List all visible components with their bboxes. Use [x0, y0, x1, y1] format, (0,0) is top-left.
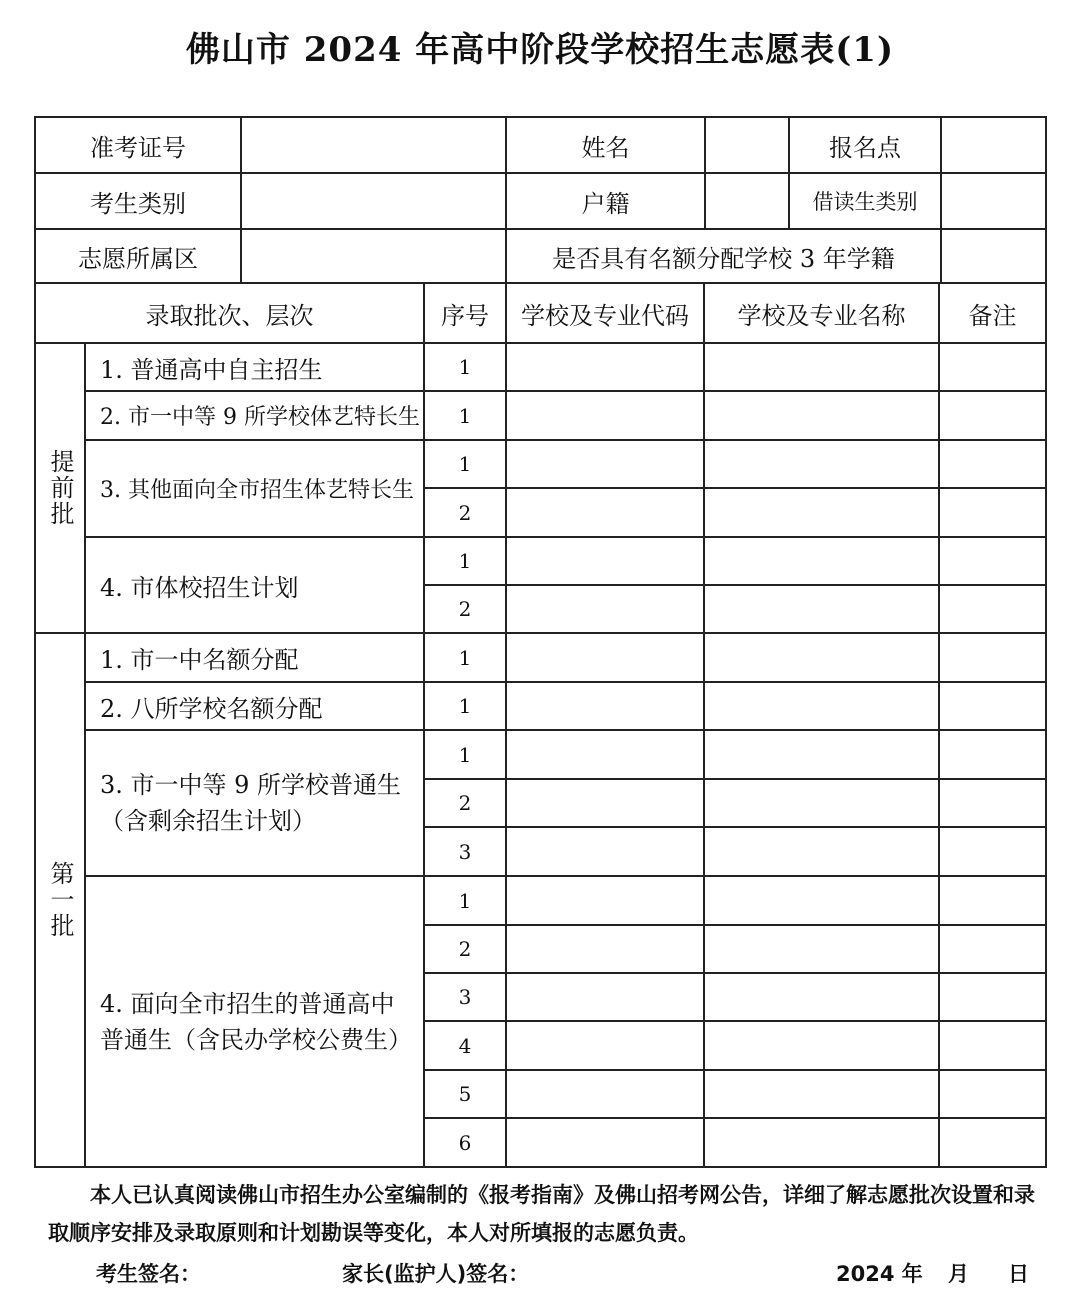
registration-point-field[interactable]: [942, 118, 1045, 172]
seq-number: 1: [458, 645, 472, 670]
batch-label-early-text: 提前批: [46, 449, 74, 527]
name-label: 姓名: [581, 133, 630, 162]
remark-column-header: 备注: [968, 301, 1017, 330]
district-field[interactable]: [242, 230, 505, 282]
seq-number: 6: [458, 1130, 472, 1155]
seq-number: 2: [458, 791, 472, 815]
item-first-1: 1. 市一中名额分配: [100, 646, 299, 674]
seq-number: 1: [458, 888, 472, 913]
seq-number: 1: [458, 452, 472, 476]
exam-number-label: 准考证号: [90, 133, 186, 162]
seq-number: 1: [458, 742, 472, 767]
household-label: 户籍: [581, 189, 630, 218]
quota-enrollment-field[interactable]: [942, 230, 1045, 282]
form-title: 佛山市 2024 年高中阶段学校招生志愿表(1): [185, 30, 895, 70]
item-early-3: 3. 其他面向全市招生体艺特长生: [100, 478, 414, 503]
seq-number: 1: [458, 403, 472, 428]
candidate-category-label: 考生类别: [90, 189, 186, 218]
seq-number: 1: [458, 355, 472, 379]
seq-number: 2: [458, 597, 472, 621]
exam-number-field[interactable]: [242, 118, 505, 172]
item-early-4: 4. 市体校招生计划: [100, 573, 299, 602]
student-signature-label: 考生签名：: [96, 1262, 201, 1286]
declaration-statement: 本人已认真阅读佛山市招生办公室编制的《报考指南》及佛山招考网公告，详细了解志愿批次设置和录取顺序安排及录取原则和计划勘误等变化，本人对所填报的志愿负责。: [48, 1183, 1035, 1245]
registration-point-label: 报名点: [829, 133, 901, 162]
code-column-header: 学校及专业代码: [521, 301, 689, 330]
seq-number: 2: [458, 937, 472, 961]
borrow-student-type-label: 借读生类别: [812, 190, 918, 214]
seq-number: 5: [458, 1082, 472, 1106]
seq-number: 3: [458, 839, 472, 864]
seq-number: 1: [458, 694, 472, 718]
seq-number: 4: [458, 1033, 472, 1058]
item-first-2: 2. 八所学校名额分配: [100, 694, 323, 723]
item-first-4: 4. 面向全市招生的普通高中普通生（含民办学校公费生）: [100, 989, 412, 1054]
item-first-3: 3. 市一中等 9 所学校普通生（含剩余招生计划）: [100, 771, 402, 835]
batch-label-first-text: 第一批: [46, 861, 74, 939]
item-early-1: 1. 普通高中自主招生: [100, 355, 323, 384]
school-name-column-header: 学校及专业名称: [737, 301, 906, 330]
seq-number: 1: [458, 549, 472, 573]
batch-column-header: 录取批次、层次: [145, 301, 314, 330]
parent-signature-label: 家长(监护人)签名：: [342, 1262, 530, 1286]
candidate-category-field[interactable]: [242, 174, 505, 228]
date-day: 日: [1008, 1262, 1029, 1286]
item-early-2: 2. 市一中等 9 所学校体艺特长生: [100, 405, 420, 430]
quota-enrollment-question: 是否具有名额分配学校 3 年学籍: [552, 244, 895, 273]
seq-column-header: 序号: [441, 301, 489, 330]
seq-number: 2: [458, 500, 472, 525]
batch-label-early: [36, 344, 84, 632]
seq-number: 3: [458, 985, 472, 1009]
name-field[interactable]: [706, 118, 788, 172]
date-year: 2024 年: [836, 1262, 923, 1286]
batch-label-first: [36, 634, 84, 1166]
district-label: 志愿所属区: [78, 244, 198, 273]
borrow-student-type-field[interactable]: [942, 174, 1045, 228]
household-field[interactable]: [706, 174, 788, 228]
date-month: 月: [948, 1262, 969, 1286]
